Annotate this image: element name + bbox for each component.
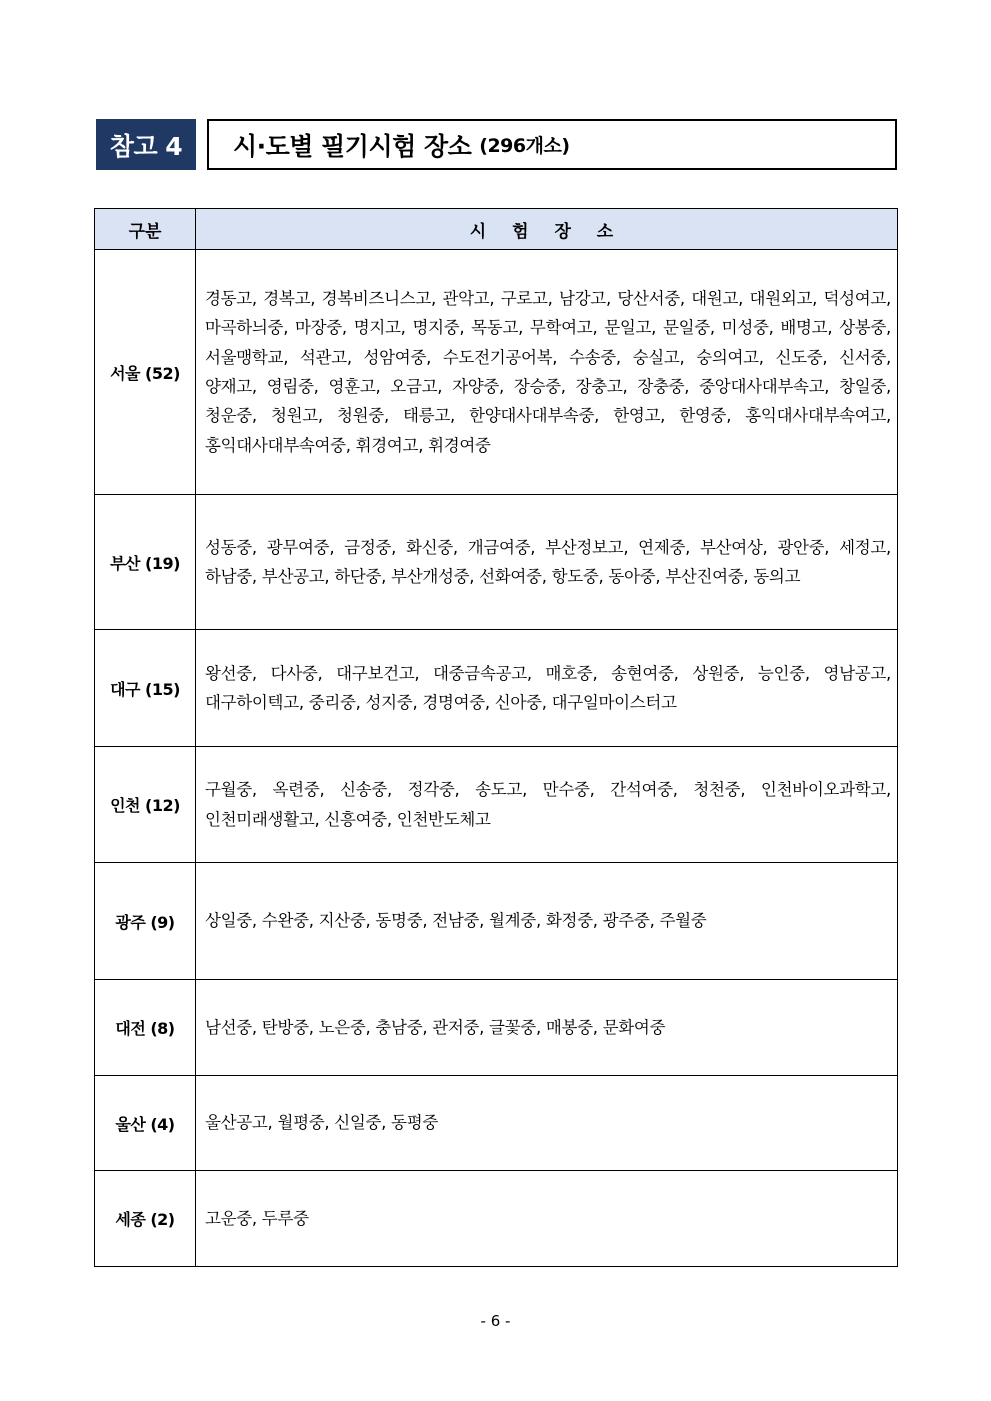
table-header-row — [95, 209, 898, 250]
region-cell: 대전 (8) — [95, 980, 196, 1076]
region-cell: 서울 (52) — [95, 250, 196, 495]
region-cell: 인천 (12) — [95, 747, 196, 863]
page-title — [207, 119, 897, 170]
region-cell: 광주 (9) — [95, 863, 196, 980]
venue-column-header: 시 험 장 소 — [196, 209, 898, 250]
venue-list-cell: 남선중, 탄방중, 노은중, 충남중, 관저중, 글꽃중, 매봉중, 문화여중 — [196, 980, 898, 1076]
table-row-gwangju — [95, 863, 898, 980]
table-row-daejeon — [95, 980, 898, 1076]
table-row-sejong — [95, 1171, 898, 1267]
table-row-incheon — [95, 747, 898, 863]
region-cell: 부산 (19) — [95, 495, 196, 630]
table-row-busan — [95, 495, 898, 630]
venue-total-count: (296개소) — [479, 135, 570, 157]
reference-badge: 참고 4 — [96, 119, 196, 170]
page-number: - 6 - — [480, 1312, 511, 1330]
region-column-header: 구분 — [95, 209, 196, 250]
venue-list-cell: 고운중, 두루중 — [196, 1171, 898, 1267]
region-cell: 대구 (15) — [95, 630, 196, 747]
venue-list-cell: 경동고, 경복고, 경복비즈니스고, 관악고, 구로고, 남강고, 당산서중, 대원고, 대원외고, 덕성여고, 마곡하늬중, 마장중, 명지고, 명지중, 목동고, 무학여고, 문일고, 문일중, 미성중, 배명고, 상봉중, 서울맹학교, 석관고, 성암여중, 수도전기공어복, 수송중, 숭실고, 숭의여고, 신도중, 신서중, 양재고, 영림중, 영훈고, 오금고, 자양중, 장승중, 장충고, 장충중, 중앙대사대부속고, 창일중, 청운중, 청원고, 청원중, 태릉고, 한양대사대부속중, 한영고, 한영중, 홍익대사대부속여고, 홍익대사대부속여중, 휘경여고, 휘경여중 — [196, 250, 898, 495]
venue-list-cell: 왕선중, 다사중, 대구보건고, 대중금속공고, 매호중, 송현여중, 상원중, 능인중, 영남공고, 대구하이텍고, 중리중, 성지중, 경명여중, 신아중, 대구일마이스터고 — [196, 630, 898, 747]
table-row-ulsan — [95, 1076, 898, 1171]
page-title-text: 시·도별 필기시험 장소 — [233, 131, 472, 161]
table-row-seoul — [95, 250, 898, 495]
table-row-daegu — [95, 630, 898, 747]
region-cell: 울산 (4) — [95, 1076, 196, 1171]
exam-venue-table — [94, 208, 898, 1267]
region-cell: 세종 (2) — [95, 1171, 196, 1267]
venue-list-cell: 상일중, 수완중, 지산중, 동명중, 전남중, 월계중, 화정중, 광주중, 주월중 — [196, 863, 898, 980]
venue-list-cell: 구월중, 옥련중, 신송중, 정각중, 송도고, 만수중, 간석여중, 청천중, 인천바이오과학고, 인천미래생활고, 신흥여중, 인천반도체고 — [196, 747, 898, 863]
venue-list-cell: 울산공고, 월평중, 신일중, 동평중 — [196, 1076, 898, 1171]
venue-list-cell: 성동중, 광무여중, 금정중, 화신중, 개금여중, 부산정보고, 연제중, 부산여상, 광안중, 세정고, 하남중, 부산공고, 하단중, 부산개성중, 선화여중, 항도중, 동아중, 부산진여중, 동의고 — [196, 495, 898, 630]
